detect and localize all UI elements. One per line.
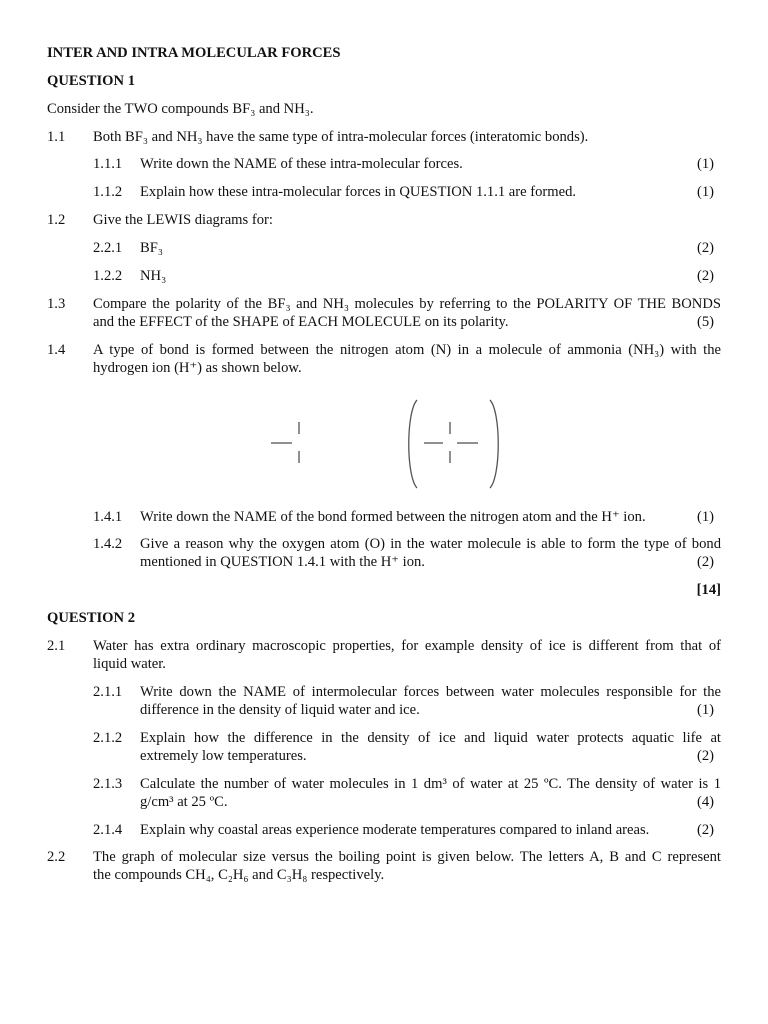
- question-number: 1.1.1: [93, 156, 123, 172]
- question-text-line-1: Give a reason why the oxygen atom (O) in the water molecule is able to form the type of bond: [140, 536, 721, 552]
- question-number: 1.4.1: [93, 509, 123, 525]
- question-number: 2.1: [47, 638, 66, 654]
- question-text-line-2: liquid water.: [93, 656, 166, 672]
- question-text: Both BF₃ and NH₃ have the same type of intra-molecular forces (interatomic bonds).: [93, 129, 589, 145]
- question-text-line-1: Compare the polarity of the BF₃ and NH₃ molecules by referring to the POLARITY OF THE BONDS: [93, 296, 721, 312]
- question-1-total: [14]: [696, 582, 721, 598]
- mark-allocation: (1): [696, 509, 714, 525]
- mark-allocation: (2): [696, 748, 714, 764]
- question-number: 1.3: [47, 296, 66, 312]
- ammonium-formation-diagram: [254, 392, 504, 496]
- question-text: Write down the NAME of these intra-molecular forces.: [140, 156, 463, 172]
- question-text-line-2: and the EFFECT of the SHAPE of EACH MOLECULE on its polarity.: [93, 314, 509, 330]
- question-text-line-2: hydrogen ion (H⁺) as shown below.: [93, 360, 302, 376]
- question-1-heading: QUESTION 1: [47, 73, 135, 89]
- question-text-line-2: difference in the density of liquid water and ice.: [140, 702, 420, 718]
- mark-allocation: (5): [696, 314, 714, 330]
- question-number: 2.1.2: [93, 730, 123, 746]
- question-2-heading: QUESTION 2: [47, 610, 135, 626]
- question-text-line-2: g/cm³ at 25 ºC.: [140, 794, 228, 810]
- question-text: NH₃: [140, 268, 167, 284]
- ammonium-ion: [424, 422, 478, 463]
- ammonia-molecule: [271, 422, 299, 463]
- question-number: 1.4.2: [93, 536, 123, 552]
- question-number: 1.2: [47, 212, 66, 228]
- ion-brackets: [409, 400, 499, 488]
- question-text: Write down the NAME of the bond formed between the nitrogen atom and the H⁺ ion.: [140, 509, 646, 525]
- question-text-line-1: Write down the NAME of intermolecular forces between water molecules responsible for the: [140, 684, 721, 700]
- question-text: Explain how these intra-molecular forces in QUESTION 1.1.1 are formed.: [140, 184, 577, 200]
- question-text-line-1: Water has extra ordinary macroscopic properties, for example density of ice is different from that of: [93, 638, 721, 654]
- question-number: 2.1.3: [93, 776, 123, 792]
- mark-allocation: (1): [696, 702, 714, 718]
- question-1-intro: Consider the TWO compounds BF₃ and NH₃.: [47, 101, 314, 117]
- question-text: BF₃: [140, 240, 163, 256]
- mark-allocation: (1): [696, 156, 714, 172]
- question-number: 1.2.2: [93, 268, 123, 284]
- question-text: Explain why coastal areas experience moderate temperatures compared to inland areas.: [140, 822, 650, 838]
- question-number: 2.1.1: [93, 684, 123, 700]
- question-number: 2.2.1: [93, 240, 123, 256]
- question-number: 1.1: [47, 129, 66, 145]
- question-text-line-1: Explain how the difference in the density of ice and liquid water protects aquatic life at: [140, 730, 721, 746]
- question-number: 2.2: [47, 849, 66, 865]
- page-title: INTER AND INTRA MOLECULAR FORCES: [47, 45, 341, 61]
- question-text-line-2: mentioned in QUESTION 1.4.1 with the H⁺ ion.: [140, 554, 425, 570]
- mark-allocation: (4): [696, 794, 714, 810]
- mark-allocation: (2): [696, 554, 714, 570]
- question-text-line-2: extremely low temperatures.: [140, 748, 307, 764]
- question-text-line-1: A type of bond is formed between the nitrogen atom (N) in a molecule of ammonia (NH₃) with the: [93, 342, 721, 358]
- question-text-line-1: The graph of molecular size versus the boiling point is given below. The letters A, B and C represent: [93, 849, 721, 865]
- mark-allocation: (1): [696, 184, 714, 200]
- question-text: Give the LEWIS diagrams for:: [93, 212, 273, 228]
- question-text-line-1: Calculate the number of water molecules in 1 dm³ of water at 25 ºC. The density of water is 1: [140, 776, 721, 792]
- question-text-line-2: the compounds CH₄, C₂H₆ and C₃H₈ respectively.: [93, 867, 385, 883]
- mark-allocation: (2): [696, 822, 714, 838]
- question-number: 2.1.4: [93, 822, 123, 838]
- mark-allocation: (2): [696, 268, 714, 284]
- question-number: 1.4: [47, 342, 66, 358]
- mark-allocation: (2): [696, 240, 714, 256]
- question-number: 1.1.2: [93, 184, 123, 200]
